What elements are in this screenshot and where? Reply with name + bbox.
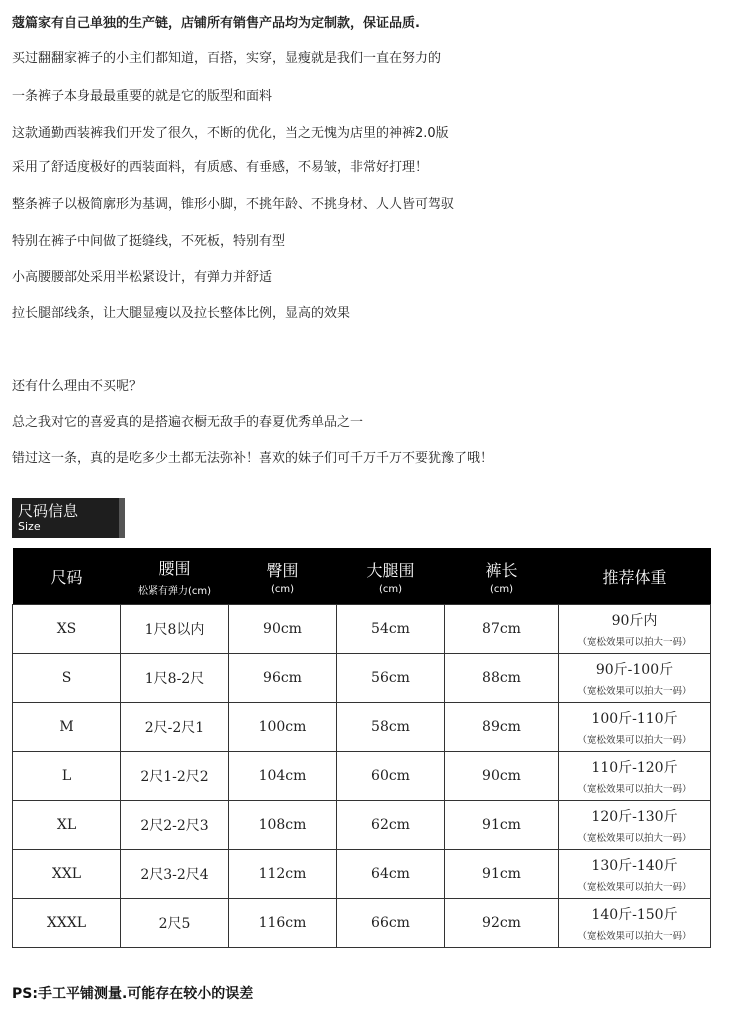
- cell-hip: 112cm: [229, 850, 337, 899]
- cell-weight: 130斤-140斤 （宽松效果可以拍大一码）: [559, 850, 711, 899]
- table-row: [13, 703, 711, 752]
- header-hip: 臀围 (cm): [229, 548, 337, 605]
- description-line: 小高腰腰部处采用半松紧设计，有弹力并舒适: [12, 270, 273, 285]
- cell-length: 91cm: [445, 801, 559, 850]
- description-line: 特别在裤子中间做了挺缝线，不死板，特别有型: [12, 234, 286, 249]
- cell-weight: 100斤-110斤 （宽松效果可以拍大一码）: [559, 703, 711, 752]
- header-size: 尺码: [13, 548, 121, 605]
- cell-waist: 1尺8-2尺: [121, 654, 229, 703]
- table-row: [13, 801, 711, 850]
- cell-waist: 2尺-2尺1: [121, 703, 229, 752]
- cell-length: 88cm: [445, 654, 559, 703]
- cell-thigh: 64cm: [337, 850, 445, 899]
- cell-size: XS: [13, 605, 121, 654]
- cell-waist: 2尺5: [121, 899, 229, 948]
- cell-hip: 90cm: [229, 605, 337, 654]
- cell-waist: 2尺3-2尺4: [121, 850, 229, 899]
- cell-length: 87cm: [445, 605, 559, 654]
- cell-length: 92cm: [445, 899, 559, 948]
- description-line: 一条裤子本身最最重要的就是它的版型和面料: [12, 89, 273, 104]
- cell-waist: 2尺2-2尺3: [121, 801, 229, 850]
- description-line: 采用了舒适度极好的西装面料，有质感、有垂感，不易皱，非常好打理！: [12, 160, 429, 175]
- cell-weight: 90斤内 （宽松效果可以拍大一码）: [559, 605, 711, 654]
- size-info-title: 尺码信息: [18, 502, 79, 520]
- size-info-subtitle: Size: [18, 520, 41, 533]
- cell-hip: 108cm: [229, 801, 337, 850]
- banner-accent: [119, 498, 125, 538]
- cell-size: L: [13, 752, 121, 801]
- header-weight: 推荐体重: [559, 548, 711, 605]
- description-line: 还有什么理由不买呢？: [12, 379, 143, 394]
- cell-weight: 110斤-120斤 （宽松效果可以拍大一码）: [559, 752, 711, 801]
- cell-length: 89cm: [445, 703, 559, 752]
- description-line: 错过这一条，真的是吃多少土都无法弥补！喜欢的妹子们可千万千万不要犹豫了哦！: [12, 451, 494, 466]
- cell-thigh: 54cm: [337, 605, 445, 654]
- cell-hip: 116cm: [229, 899, 337, 948]
- table-row: [13, 850, 711, 899]
- table-row: [13, 654, 711, 703]
- cell-size: XXXL: [13, 899, 121, 948]
- description-line: 这款通勤西装裤我们开发了很久，不断的优化，当之无愧为店里的神裤2.0版: [12, 126, 449, 141]
- cell-waist: 1尺8以内: [121, 605, 229, 654]
- cell-waist: 2尺1-2尺2: [121, 752, 229, 801]
- description-line: 拉长腿部线条，让大腿显瘦以及拉长整体比例，显高的效果: [12, 306, 351, 321]
- cell-size: M: [13, 703, 121, 752]
- table-row: [13, 899, 711, 948]
- measurement-note: PS:手工平铺测量.可能存在较小的误差: [12, 986, 254, 1002]
- cell-hip: 96cm: [229, 654, 337, 703]
- description-line: 蔻篇家有自己单独的生产链，店铺所有销售产品均为定制款，保证品质.: [12, 16, 420, 31]
- cell-size: XXL: [13, 850, 121, 899]
- cell-hip: 104cm: [229, 752, 337, 801]
- header-waist: 腰围 松紧有弹力(cm): [121, 548, 229, 605]
- cell-thigh: 66cm: [337, 899, 445, 948]
- size-table: [12, 548, 711, 948]
- cell-weight: 140斤-150斤 （宽松效果可以拍大一码）: [559, 899, 711, 948]
- table-row: [13, 752, 711, 801]
- cell-weight: 90斤-100斤 （宽松效果可以拍大一码）: [559, 654, 711, 703]
- header-thigh: 大腿围 (cm): [337, 548, 445, 605]
- cell-size: XL: [13, 801, 121, 850]
- header-length: 裤长 (cm): [445, 548, 559, 605]
- description-line: 整条裤子以极简廓形为基调，锥形小脚，不挑年龄、不挑身材、人人皆可驾驭: [12, 197, 455, 212]
- size-table-header-row: [13, 548, 711, 605]
- cell-size: S: [13, 654, 121, 703]
- size-info-banner: [12, 498, 125, 538]
- cell-thigh: 60cm: [337, 752, 445, 801]
- description-line: 总之我对它的喜爱真的是搭遍衣橱无敌手的春夏优秀单品之一: [12, 415, 364, 430]
- cell-thigh: 58cm: [337, 703, 445, 752]
- description-line: 买过翻翻家裤子的小主们都知道，百搭，实穿，显瘦就是我们一直在努力的: [12, 51, 442, 66]
- cell-length: 90cm: [445, 752, 559, 801]
- cell-weight: 120斤-130斤 （宽松效果可以拍大一码）: [559, 801, 711, 850]
- cell-length: 91cm: [445, 850, 559, 899]
- cell-thigh: 62cm: [337, 801, 445, 850]
- cell-thigh: 56cm: [337, 654, 445, 703]
- cell-hip: 100cm: [229, 703, 337, 752]
- table-row: [13, 605, 711, 654]
